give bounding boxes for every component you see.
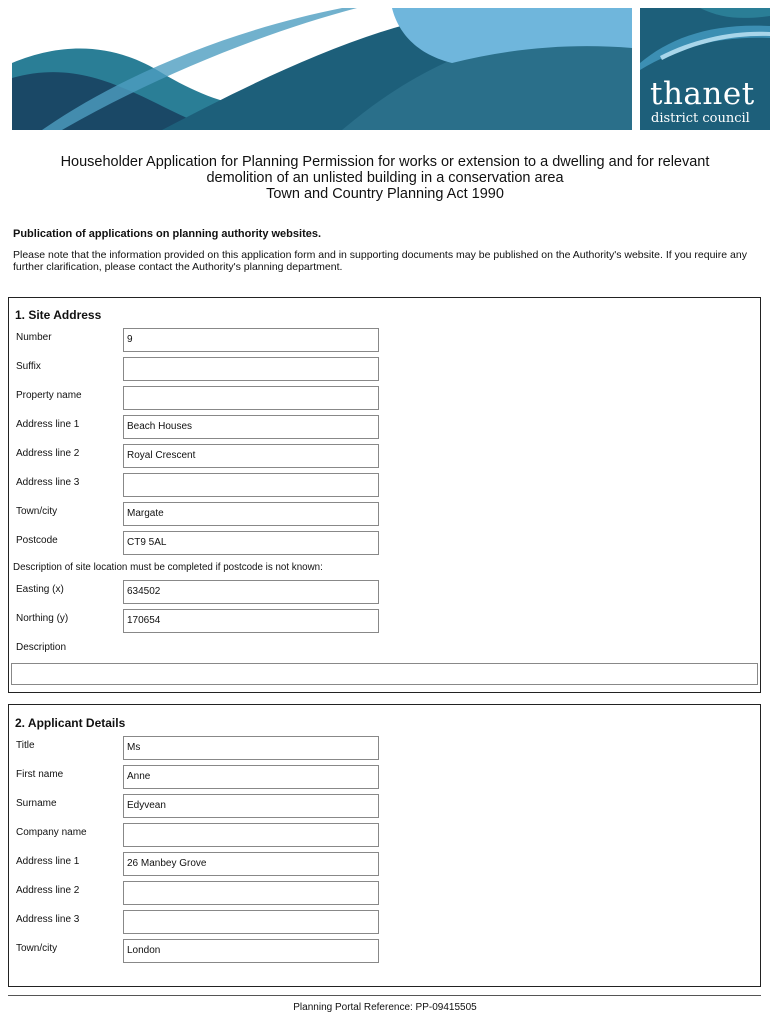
- applicant-details-section: [8, 704, 761, 987]
- site-address-title: 1. Site Address: [15, 308, 102, 322]
- applicant-address-line-3-field[interactable]: [123, 910, 379, 934]
- suffix-label: Suffix: [16, 361, 41, 372]
- site-address-line-3-field[interactable]: [123, 473, 379, 497]
- description-field[interactable]: [11, 663, 758, 685]
- footer-reference: Planning Portal Reference: PP-09415505: [293, 1002, 477, 1013]
- thanet-logo: [640, 8, 770, 130]
- footer-divider: [8, 995, 761, 996]
- site-town-field[interactable]: Margate: [123, 502, 379, 526]
- site-address-line-3-label: Address line 3: [16, 477, 80, 488]
- applicant-title-label: Title: [16, 740, 35, 751]
- title-line-3: Town and Country Planning Act 1990: [266, 186, 504, 202]
- applicant-details-title: 2. Applicant Details: [15, 716, 126, 730]
- first-name-field[interactable]: Anne: [123, 765, 379, 789]
- header-banner-graphic: [12, 8, 632, 130]
- applicant-town-field[interactable]: London: [123, 939, 379, 963]
- first-name-label: First name: [16, 769, 64, 780]
- site-town-label: Town/city: [16, 506, 58, 517]
- surname-field[interactable]: Edyvean: [123, 794, 379, 818]
- publication-note: Please note that the information provided on this application form and in supporting documents may be published on the Authority's website. If you require any further clarification, please contact the Authority's planning department.: [13, 249, 747, 273]
- title-line-1: Householder Application for Planning Permission for works or extension to a dwelling and for relevant: [60, 154, 710, 170]
- number-field[interactable]: 9: [123, 328, 379, 352]
- publication-heading: Publication of applications on planning authority websites.: [13, 228, 322, 240]
- site-address-line-2-field[interactable]: Royal Crescent: [123, 444, 379, 468]
- suffix-field[interactable]: [123, 357, 379, 381]
- company-name-field[interactable]: [123, 823, 379, 847]
- applicant-title-field[interactable]: Ms: [123, 736, 379, 760]
- logo-sub-text: district council: [651, 111, 750, 126]
- company-name-label: Company name: [16, 827, 87, 838]
- applicant-address-line-1-field[interactable]: 26 Manbey Grove: [123, 852, 379, 876]
- applicant-address-line-3-label: Address line 3: [16, 914, 80, 925]
- easting-field[interactable]: 634502: [123, 580, 379, 604]
- property-name-field[interactable]: [123, 386, 379, 410]
- applicant-address-line-2-field[interactable]: [123, 881, 379, 905]
- applicant-address-line-1-label: Address line 1: [16, 856, 80, 867]
- title-line-2: demolition of an unlisted building in a conservation area: [206, 170, 564, 186]
- applicant-address-line-2-label: Address line 2: [16, 885, 80, 896]
- number-label: Number: [16, 332, 52, 343]
- northing-label: Northing (y): [16, 613, 69, 624]
- description-label: Description: [16, 642, 67, 653]
- logo-main-text: thanet: [650, 76, 755, 112]
- site-address-line-1-field[interactable]: Beach Houses: [123, 415, 379, 439]
- property-name-label: Property name: [16, 390, 82, 401]
- document-title: [0, 154, 770, 202]
- postcode-field[interactable]: CT9 5AL: [123, 531, 379, 555]
- easting-label: Easting (x): [16, 584, 64, 595]
- postcode-label: Postcode: [16, 535, 58, 546]
- site-address-line-2-label: Address line 2: [16, 448, 80, 459]
- applicant-town-label: Town/city: [16, 943, 58, 954]
- site-location-note: Description of site location must be completed if postcode is not known:: [13, 562, 323, 573]
- site-address-section: [8, 297, 761, 693]
- site-address-line-1-label: Address line 1: [16, 419, 80, 430]
- northing-field[interactable]: 170654: [123, 609, 379, 633]
- surname-label: Surname: [16, 798, 57, 809]
